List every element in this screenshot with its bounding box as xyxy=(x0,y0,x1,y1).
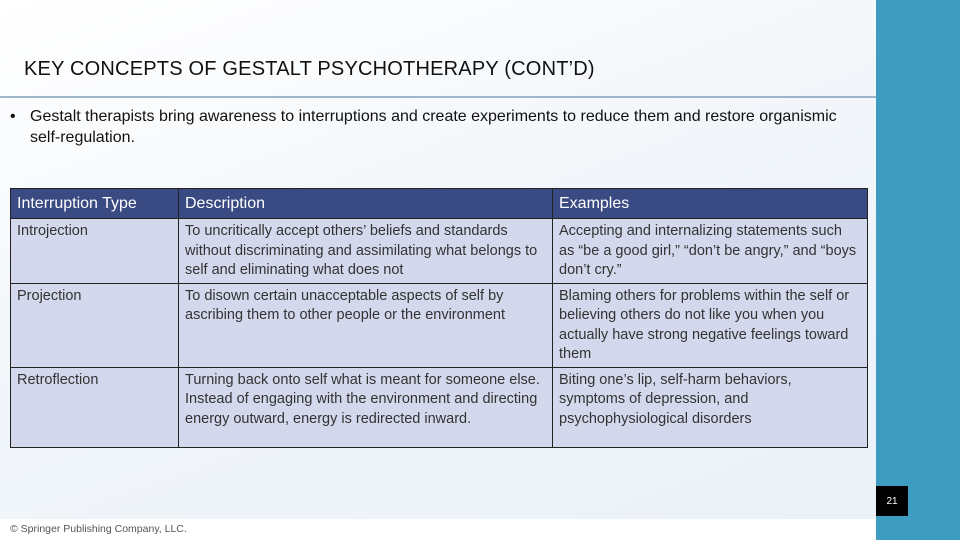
header-examples: Examples xyxy=(553,189,868,219)
bullet-text: Gestalt therapists bring awareness to interruptions and create experiments to reduce them and restore organismic self-regulation. xyxy=(30,108,837,146)
cell-examples: Accepting and internalizing statements such as “be a good girl,” “don’t be angry,” and “boys don’t cry.” xyxy=(553,219,868,284)
bullet-point xyxy=(10,106,860,148)
header-description: Description xyxy=(179,189,553,219)
bullet-marker: • xyxy=(10,108,16,125)
cell-description: To uncritically accept others’ beliefs and standards without discriminating and assimilating what belongs to self and eliminating what does not xyxy=(179,219,553,284)
cell-type: Retroflection xyxy=(11,367,179,447)
interruption-table xyxy=(10,188,868,448)
title-divider xyxy=(0,96,876,98)
table-row xyxy=(11,367,868,447)
cell-description: Turning back onto self what is meant for someone else. Instead of engaging with the environment and directing energy outward, energy is redirected inward. xyxy=(179,367,553,447)
cell-examples: Blaming others for problems within the self or believing others do not like you when you actually have strong negative feelings toward them xyxy=(553,283,868,367)
table-row xyxy=(11,219,868,284)
cell-type: Introjection xyxy=(11,219,179,284)
header-interruption-type: Interruption Type xyxy=(11,189,179,219)
cell-description: To disown certain unacceptable aspects of self by ascribing them to other people or the environment xyxy=(179,283,553,367)
copyright-notice: © Springer Publishing Company, LLC. xyxy=(10,523,187,535)
table-header-row xyxy=(11,189,868,219)
cell-type: Projection xyxy=(11,283,179,367)
decorative-side-band xyxy=(876,0,960,540)
slide-title: KEY CONCEPTS OF GESTALT PSYCHOTHERAPY (CONT’D) xyxy=(24,58,595,80)
page-number: 21 xyxy=(876,486,908,516)
cell-examples: Biting one’s lip, self-harm behaviors, symptoms of depression, and psychophysiological disorders xyxy=(553,367,868,447)
table-row xyxy=(11,283,868,367)
